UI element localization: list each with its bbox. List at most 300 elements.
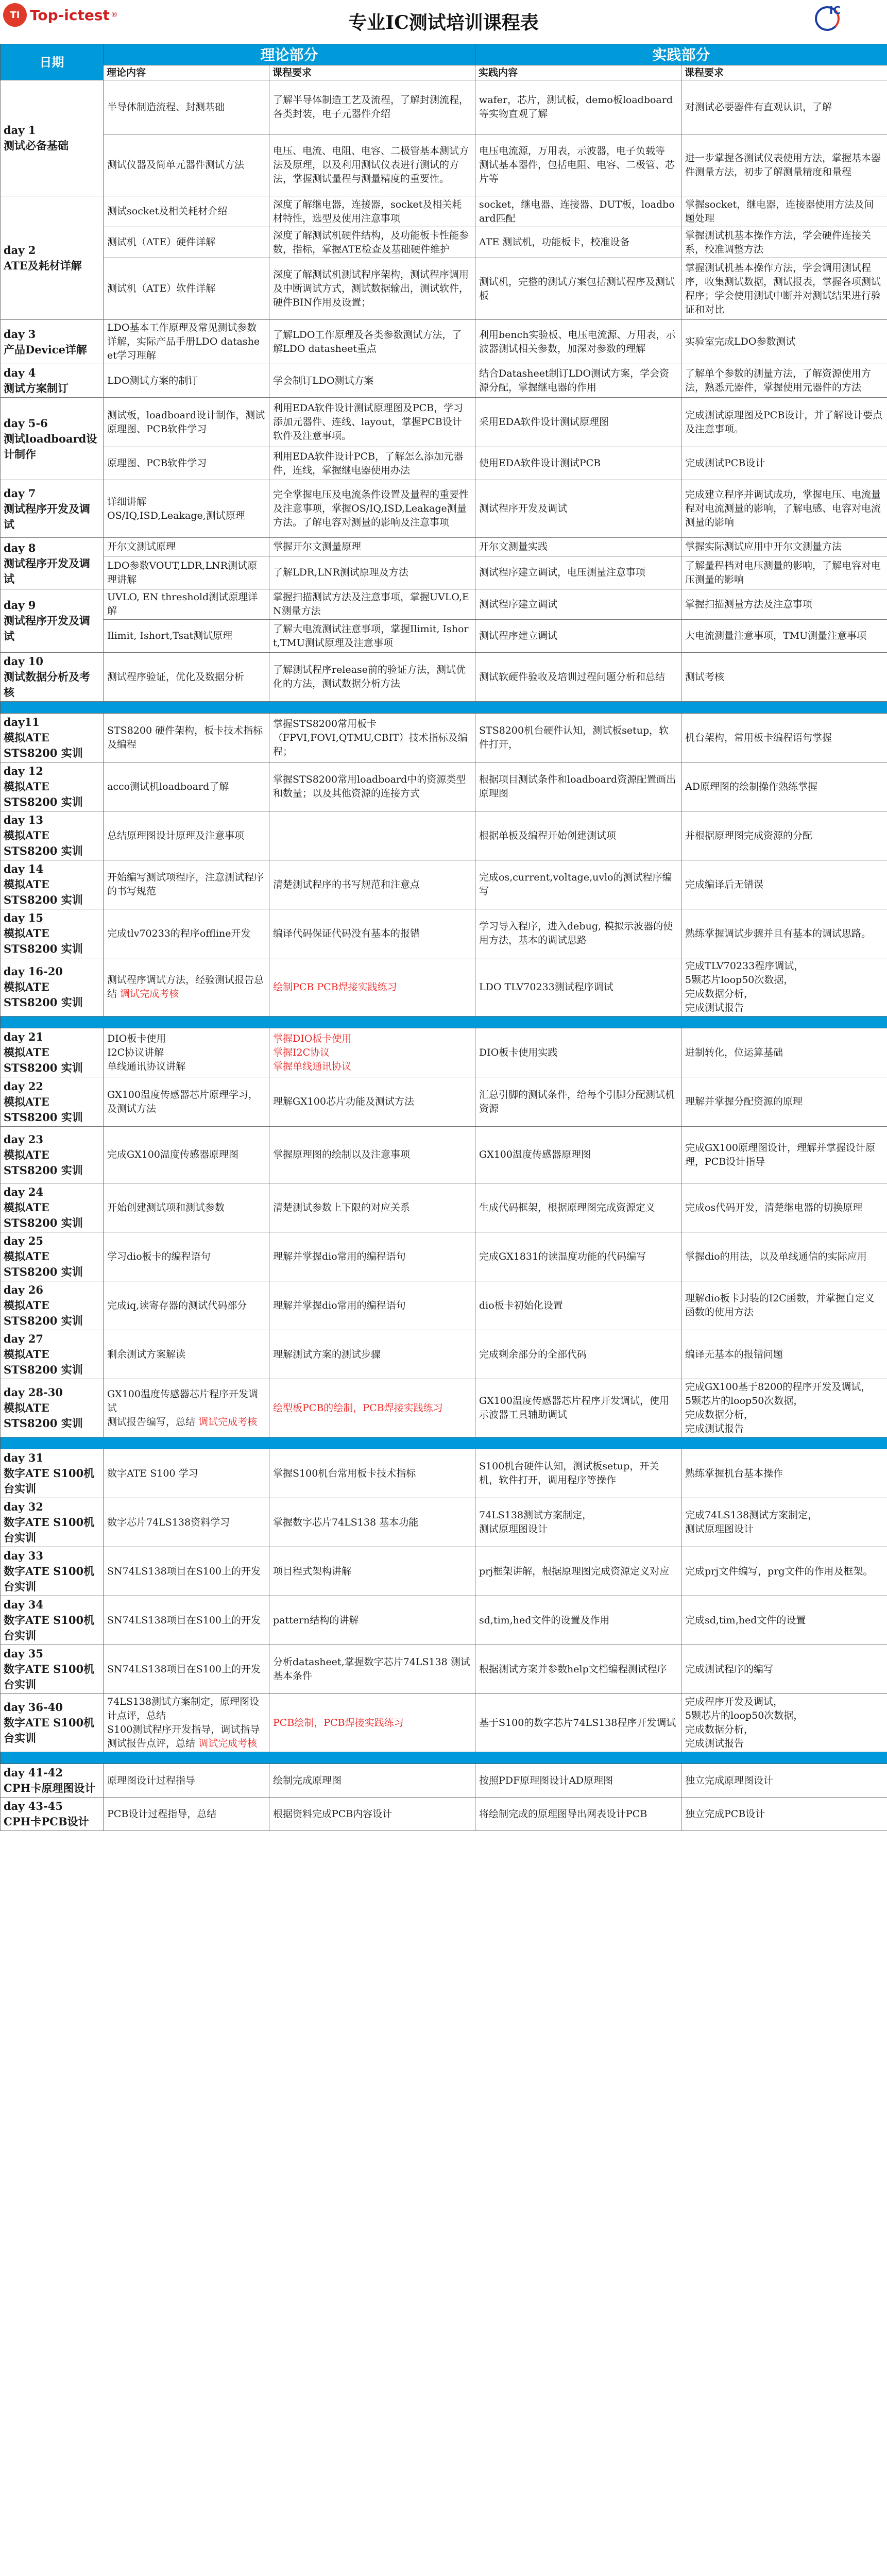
- practice-req-cell-text: 理解dio板卡封装的I2C函数，并掌握自定义函数的使用方法: [685, 1293, 875, 1318]
- day-cell: [1, 1764, 104, 1798]
- day-cell-text: day 10 测试数据分析及考核: [4, 655, 90, 699]
- day-cell: [1, 1077, 104, 1127]
- table-row: [1, 860, 887, 909]
- theory-content-cell: [104, 1281, 269, 1330]
- practice-content-cell-text: ATE 测试机，功能板卡，校准设备: [479, 236, 630, 248]
- theory-header: 理论部分: [104, 44, 475, 65]
- theory-content-cell-text: STS8200 硬件架构，板卡技术指标及编程: [107, 725, 263, 750]
- theory-req-cell: [269, 1183, 475, 1232]
- practice-content-cell: [475, 1330, 681, 1379]
- practice-content-cell-text: 74LS138测试方案制定， 测试原理图设计: [479, 1510, 592, 1535]
- theory-req-cell-text: 利用EDA软件设计PCB，了解怎么添加元器件，连线，掌握继电器使用办法: [273, 450, 464, 476]
- practice-req-cell-text: 完成os代码开发，清楚继电器的切换原理: [685, 1201, 863, 1213]
- right-logo: [811, 2, 883, 39]
- practice-req-cell-text: 对测试必要器件有直观认识，了解: [685, 101, 832, 113]
- theory-content-cell-text: 完成iq,读寄存器的测试代码部分: [107, 1299, 247, 1311]
- practice-req-cell: [681, 909, 887, 958]
- course-schedule-table: [0, 44, 887, 1831]
- practice-req-cell-text: 完成74LS138测试方案制定， 测试原理图设计: [685, 1510, 818, 1535]
- practice-content-cell-text: 电压电流源，万用表，示波器，电子负载等 测试基本器件，包括电阻、电容、二极管、芯片等: [479, 145, 675, 184]
- day-cell-text: day 21 模拟ATE STS8200 实训: [4, 1030, 83, 1074]
- practice-content-cell-text: 结合Datasheet制订LDO测试方案，学会资源分配，掌握继电器的作用: [479, 368, 670, 393]
- theory-content-cell: [104, 134, 269, 196]
- day-cell-text: day 7 测试程序开发及调试: [4, 486, 90, 531]
- practice-req-cell: [681, 1764, 887, 1798]
- practice-content-cell-text: GX100温度传感器芯片程序开发调试，使用示波器工具辅助调试: [479, 1395, 669, 1420]
- theory-content-cell-text: 总结原理图设计原理及注意事项: [107, 829, 245, 841]
- practice-content-cell: [475, 134, 681, 196]
- theory-req-cell: [269, 714, 475, 762]
- practice-content-cell: [475, 1379, 681, 1437]
- day-cell-text: day 4 测试方案制订: [4, 366, 69, 395]
- theory-content-cell: [104, 762, 269, 811]
- theory-req-cell-text: 绘制完成原理图: [273, 1774, 342, 1786]
- theory-content-cell-text: LDO测试方案的制订: [107, 375, 198, 386]
- practice-req-cell: [681, 958, 887, 1016]
- practice-content-cell: [475, 1596, 681, 1645]
- theory-content-cell: [104, 1694, 269, 1752]
- theory-content-cell: [104, 1764, 269, 1798]
- theory-req-cell-text: pattern结构的讲解: [273, 1614, 359, 1626]
- day-cell: [1, 811, 104, 860]
- theory-req-cell: [269, 620, 475, 653]
- theory-content-cell: [104, 958, 269, 1016]
- page-header: [0, 0, 887, 44]
- table-row: [1, 320, 887, 364]
- table-row: [1, 1547, 887, 1596]
- theory-req-cell: [269, 1645, 475, 1694]
- red-highlight-text: PCB绘制，PCB焊接实践练习: [273, 1717, 404, 1728]
- theory-req-cell-text: 了解大电流测试注意事项，掌握Ilimit, Ishort,TMU测试原理及注意事项: [273, 623, 469, 649]
- practice-req-cell-text: 完成程序开发及调试， 5颗芯片的loop50次数据， 完成数据分析， 完成测试报告: [685, 1696, 804, 1749]
- practice-content-cell-text: 根据项目测试条件和loadboard资源配置画出原理图: [479, 774, 676, 799]
- practice-req-cell-text: 掌握测试机基本操作方法，学会硬件连接关系，校准调整方法: [685, 229, 872, 255]
- day-cell: [1, 538, 104, 589]
- practice-req-cell-text: 编译无基本的报错问题: [685, 1348, 783, 1360]
- theory-req-cell: [269, 860, 475, 909]
- day-cell: [1, 589, 104, 653]
- table-row: [1, 364, 887, 398]
- theory-content-cell-text: 测试机（ATE）软件详解: [107, 283, 216, 294]
- theory-content-cell: [104, 320, 269, 364]
- practice-content-cell: [475, 1498, 681, 1547]
- practice-req-cell-text: 测试考核: [685, 671, 725, 683]
- day-cell: [1, 1028, 104, 1077]
- practice-content-cell-text: 按照PDF原理图设计AD原理图: [479, 1774, 613, 1786]
- theory-req-cell: [269, 80, 475, 134]
- practice-req-cell: [681, 80, 887, 134]
- practice-header: 实践部分: [475, 44, 887, 65]
- practice-req-cell-text: 完成TLV70233程序调试， 5颗芯片loop50次数据， 完成数据分析， 完成测试报告: [685, 960, 804, 1013]
- theory-content-cell-text: GX100温度传感器芯片程序开发调试 测试报告编写，总结: [107, 1388, 258, 1428]
- practice-content-cell: [475, 589, 681, 620]
- practice-req-cell: [681, 1028, 887, 1077]
- practice-req-cell: [681, 538, 887, 556]
- day-cell-text: day 27 模拟ATE STS8200 实训: [4, 1332, 83, 1376]
- theory-content-cell-text: 74LS138测试方案制定，原理图设计点评，总结 S100测试程序开发指导，调试指导 测试报告点评，总结: [107, 1696, 260, 1749]
- practice-req-cell: [681, 258, 887, 320]
- theory-content-cell: [104, 364, 269, 398]
- practice-req-cell-text: 了解量程档对电压测量的影响，了解电容对电压测量的影响: [685, 560, 881, 585]
- theory-req-cell: [269, 1547, 475, 1596]
- table-row: [1, 1183, 887, 1232]
- practice-content-cell: [475, 1547, 681, 1596]
- theory-req-cell: [269, 958, 475, 1016]
- table-row: [1, 538, 887, 556]
- table-row: [1, 1379, 887, 1437]
- practice-req-cell: [681, 364, 887, 398]
- practice-content-cell: [475, 1281, 681, 1330]
- theory-req-cell-text: 清楚测试程序的书写规范和注意点: [273, 878, 420, 890]
- practice-content-cell: [475, 447, 681, 480]
- practice-req-cell-text: 完成编译后无错误: [685, 878, 764, 890]
- theory-req-cell-text: 深度了解继电器，连接器，socket及相关耗材特性，选型及使用注意事项: [273, 198, 462, 224]
- theory-req-cell-text: 掌握STS8200常用板卡 （FPVI,FOVI,QTMU,CBIT）技术指标及编程；: [273, 718, 468, 757]
- practice-content-cell-text: 测试程序建立调试，电压测量注意事项: [479, 567, 646, 578]
- practice-content-cell-text: 完成GX1831的读温度功能的代码编写: [479, 1250, 646, 1262]
- practice-req-cell: [681, 589, 887, 620]
- table-row: [1, 1645, 887, 1694]
- practice-req-cell: [681, 1798, 887, 1831]
- theory-req-cell-text: 深度了解测试机测试程序架构，测试程序调用及中断调试方式，测试数据输出，测试软件，硬件BIN作用及设置；: [273, 269, 469, 308]
- practice-content-cell: [475, 860, 681, 909]
- practice-content-cell: [475, 320, 681, 364]
- theory-content-cell: [104, 80, 269, 134]
- practice-content-cell: [475, 556, 681, 589]
- theory-req-cell: [269, 1330, 475, 1379]
- table-row: [1, 1330, 887, 1379]
- practice-req-cell-text: 完成GX100原理图设计，理解并掌握设计原理，PCB设计指导: [685, 1142, 875, 1167]
- practice-content-cell: [475, 1077, 681, 1127]
- practice-content-cell-text: 测试机，完整的测试方案包括测试程序及测试板: [479, 276, 675, 301]
- practice-content-cell: [475, 80, 681, 134]
- theory-req-cell-text: 深度了解测试机硬件结构，及功能板卡性能参数，指标，掌握ATE检查及基础硬件维护: [273, 229, 469, 255]
- practice-req-cell-text: 独立完成PCB设计: [685, 1808, 765, 1820]
- practice-content-cell: [475, 227, 681, 258]
- practice-content-cell: [475, 1764, 681, 1798]
- practice-content-cell-text: 测试程序建立调试: [479, 598, 558, 610]
- theory-req-cell-text: 理解并掌握dio常用的编程语句: [273, 1299, 406, 1311]
- day-cell: [1, 1127, 104, 1183]
- day-cell: [1, 1694, 104, 1752]
- day-cell-text: day 41-42 CPH卡原理图设计: [4, 1766, 96, 1794]
- practice-req-cell: [681, 227, 887, 258]
- red-highlight-text: 掌握DIO板卡使用 掌握I2C协议 掌握单线通讯协议: [273, 1032, 352, 1072]
- table-row: [1, 909, 887, 958]
- practice-req-cell-text: 理解并掌握分配资源的原理: [685, 1096, 803, 1107]
- practice-content-cell: [475, 258, 681, 320]
- theory-req-cell-text: 电压、电流、电阻、电容、二极管基本测试方法及原理，以及利用测试仪表进行测试的方法，掌握测试量程与测量精度的重要性。: [273, 145, 469, 184]
- theory-content-cell: [104, 811, 269, 860]
- theory-req-cell-text: 清楚测试参数上下限的对应关系: [273, 1201, 411, 1213]
- practice-content-cell: [475, 1798, 681, 1831]
- theory-req-cell-text: 理解并掌握dio常用的编程语句: [273, 1250, 406, 1262]
- table-row: [1, 620, 887, 653]
- theory-content-cell: [104, 447, 269, 480]
- practice-req-cell: [681, 714, 887, 762]
- theory-content-cell-text: Ilimit, Ishort,Tsat测试原理: [107, 630, 233, 641]
- day-cell: [1, 1379, 104, 1437]
- practice-req-cell-text: 完成prj文件编写，prg文件的作用及框架。: [685, 1565, 873, 1577]
- practice-content-cell: [475, 714, 681, 762]
- practice-content-cell: [475, 811, 681, 860]
- theory-content-cell-text: acco测试机loadboard了解: [107, 781, 229, 792]
- practice-req-cell-text: 完成测试PCB设计: [685, 457, 765, 469]
- practice-content-cell-text: 根据单板及编程开始创建测试项: [479, 829, 617, 841]
- theory-content-cell-text: 开尔文测试原理: [107, 541, 176, 552]
- theory-req-cell-text: 掌握扫描测试方法及注意事项，掌握UVLO,EN测量方法: [273, 591, 469, 617]
- practice-content-cell: [475, 1694, 681, 1752]
- practice-req-cell-text: 完成sd,tim,hed文件的设置: [685, 1614, 806, 1626]
- theory-req-cell: [269, 1077, 475, 1127]
- theory-req-cell: [269, 556, 475, 589]
- practice-req-cell: [681, 1330, 887, 1379]
- table-row: [1, 714, 887, 762]
- practice-content-cell-text: 使用EDA软件设计测试PCB: [479, 457, 601, 469]
- theory-req-cell: [269, 1379, 475, 1437]
- theory-req-cell: [269, 196, 475, 227]
- day-cell-text: day 24 模拟ATE STS8200 实训: [4, 1185, 83, 1229]
- theory-content-cell: [104, 258, 269, 320]
- table-row: [1, 1281, 887, 1330]
- theory-req-cell: [269, 227, 475, 258]
- table-row: [1, 1498, 887, 1547]
- practice-req-cell: [681, 1077, 887, 1127]
- practice-content-cell-text: 测试程序建立调试: [479, 630, 558, 641]
- day-cell: [1, 320, 104, 364]
- theory-req-cell: [269, 811, 475, 860]
- practice-content-cell-text: GX100温度传感器原理图: [479, 1149, 591, 1160]
- table-row: [1, 1127, 887, 1183]
- table-row: [1, 80, 887, 134]
- day-cell: [1, 714, 104, 762]
- practice-content-cell-text: LDO TLV70233测试程序调试: [479, 981, 613, 993]
- practice-req-cell-text: 掌握socket，继电器，连接器使用方法及间题处理: [685, 198, 874, 224]
- section-separator: [1, 1437, 887, 1449]
- section-separator: [1, 702, 887, 714]
- practice-content-cell: [475, 958, 681, 1016]
- theory-content-cell-text: 测试机（ATE）硬件详解: [107, 236, 216, 248]
- theory-req-cell: [269, 480, 475, 538]
- day-cell-text: day 26 模拟ATE STS8200 实训: [4, 1283, 83, 1327]
- schedule-body: [1, 80, 887, 1831]
- practice-req-cell: [681, 134, 887, 196]
- theory-req-cell: [269, 1232, 475, 1281]
- theory-content-cell-text: 测试程序验证，优化及数据分析: [107, 671, 245, 683]
- practice-req-cell: [681, 620, 887, 653]
- theory-content-cell-text: PCB设计过程指导，总结: [107, 1808, 217, 1820]
- practice-content-cell-text: 测试软硬件验收及培训过程问题分析和总结: [479, 671, 666, 683]
- theory-content-cell-text: 测试程序调试方法，经验测试报告总结: [107, 974, 264, 999]
- table-row: [1, 227, 887, 258]
- table-row: [1, 1596, 887, 1645]
- practice-req-cell-text: 完成建立程序并调试成功，掌握电压、电流量程对电流测量的影响，了解电感、电容对电流测量的影响: [685, 489, 881, 528]
- day-cell: [1, 860, 104, 909]
- day-cell: [1, 909, 104, 958]
- theory-content-cell-text: 测试socket及相关耗材介绍: [107, 206, 228, 217]
- day-cell-text: day 33 数字ATE S100机台实训: [4, 1549, 95, 1593]
- practice-content-cell-text: 完成os,current,voltage,uvlo的测试程序编写: [479, 872, 672, 897]
- theory-req-cell: [269, 589, 475, 620]
- practice-req-cell-text: 机台架构，常用板卡编程语句掌握: [685, 732, 832, 743]
- day-cell-text: day 28-30 模拟ATE STS8200 实训: [4, 1386, 83, 1430]
- day-cell-text: day 2 ATE及耗材详解: [4, 243, 82, 272]
- theory-content-cell: [104, 1449, 269, 1498]
- theory-req-cell-text: 理解测试方案的测试步骤: [273, 1348, 381, 1360]
- practice-req-cell: [681, 320, 887, 364]
- day-cell-text: day 3 产品Device详解: [4, 327, 87, 356]
- separator-bar: [1, 1437, 887, 1449]
- day-cell-text: day 25 模拟ATE STS8200 实训: [4, 1234, 83, 1278]
- practice-content-cell: [475, 1232, 681, 1281]
- day-cell-text: day 34 数字ATE S100机台实训: [4, 1598, 95, 1642]
- red-highlight-text: 调试完成考核: [120, 988, 179, 999]
- practice-req-cell: [681, 811, 887, 860]
- theory-content-cell-text: 开始创建测试项和测试参数: [107, 1201, 225, 1213]
- practice-req-cell-text: AD原理图的绘制操作熟练掌握: [685, 781, 817, 792]
- practice-req-cell-text: 掌握测试机基本操作方法，学会调用测试程序，收集测试数据，测试报表，掌握各项测试程序；学会使用测试中断并对测试结果进行验证和对比: [685, 262, 881, 315]
- practice-content-cell-text: DIO板卡使用实践: [479, 1046, 558, 1058]
- logo-mark: TI: [3, 3, 27, 27]
- theory-content-cell-text: 开始编写测试项程序，注意测试程序的书写规范: [107, 872, 264, 897]
- theory-content-cell: [104, 1547, 269, 1596]
- theory-req-cell-text: 掌握S100机台常用板卡技术指标: [273, 1467, 416, 1479]
- theory-content-cell: [104, 1330, 269, 1379]
- theory-content-cell: [104, 538, 269, 556]
- theory-req-cell: [269, 1798, 475, 1831]
- practice-req-cell: [681, 1127, 887, 1183]
- practice-req-cell-text: 掌握实际测试应用中开尔文测量方法: [685, 541, 842, 552]
- theory-req-cell-text: 了解LDO工作原理及各类参数测试方法，了解LDO datasheet重点: [273, 329, 462, 354]
- practice-content-cell-text: 开尔文测量实践: [479, 541, 548, 552]
- theory-req-cell: [269, 1596, 475, 1645]
- theory-content-cell-text: 原理图设计过程指导: [107, 1774, 196, 1786]
- day-cell-text: day 8 测试程序开发及调试: [4, 541, 90, 585]
- theory-content-cell: [104, 1028, 269, 1077]
- theory-req-cell: [269, 364, 475, 398]
- theory-content-cell: [104, 714, 269, 762]
- day-cell: [1, 1498, 104, 1547]
- practice-req-cell: [681, 1498, 887, 1547]
- right-logo-text: IC: [829, 4, 841, 16]
- theory-content-cell-text: 完成tlv70233的程序offline开发: [107, 927, 251, 939]
- theory-content-cell-text: 原理图、PCB软件学习: [107, 457, 207, 469]
- practice-req-cell: [681, 762, 887, 811]
- practice-content-cell: [475, 538, 681, 556]
- practice-content-cell: [475, 620, 681, 653]
- theory-content-cell: [104, 589, 269, 620]
- section-separator: [1, 1016, 887, 1028]
- theory-content-cell: [104, 1077, 269, 1127]
- day-cell: [1, 80, 104, 196]
- practice-req-cell-text: 进制转化，位运算基础: [685, 1046, 783, 1058]
- practice-content-cell: [475, 1449, 681, 1498]
- theory-content-cell: [104, 1127, 269, 1183]
- practice-content-cell: [475, 364, 681, 398]
- practice-req-cell: [681, 860, 887, 909]
- practice-content-cell-text: 学习导入程序，进入debug, 模拟示波器的使用方法，基本的调试思路: [479, 921, 673, 946]
- table-row: [1, 398, 887, 447]
- day-cell: [1, 364, 104, 398]
- theory-content-cell-text: GX100温度传感器芯片原理学习，及测试方法: [107, 1089, 258, 1114]
- table-row: [1, 1798, 887, 1831]
- day-cell-text: day 13 模拟ATE STS8200 实训: [4, 814, 83, 857]
- theory-req-cell-text: 学会制订LDO测试方案: [273, 375, 374, 386]
- theory-content-cell: [104, 556, 269, 589]
- theory-content-cell: [104, 653, 269, 702]
- practice-content-cell: [475, 909, 681, 958]
- day-cell-text: day 15 模拟ATE STS8200 实训: [4, 911, 83, 955]
- theory-content-cell: [104, 1379, 269, 1437]
- separator-bar: [1, 702, 887, 714]
- theory-req-cell-text: 根据资料完成PCB内容设计: [273, 1808, 393, 1820]
- day-cell-text: day 22 模拟ATE STS8200 实训: [4, 1079, 83, 1124]
- table-row: [1, 196, 887, 227]
- day-cell-text: day 12 模拟ATE STS8200 实训: [4, 765, 83, 808]
- practice-req-cell-text: 完成测试原理图及PCB设计，并了解设计要点及注意事项。: [685, 409, 883, 435]
- practice-req-cell: [681, 1449, 887, 1498]
- practice-content-cell-text: 根据测试方案并参数help文档编程测试程序: [479, 1663, 667, 1675]
- day-cell-text: day 1 测试必备基础: [4, 124, 69, 152]
- day-cell: [1, 1798, 104, 1831]
- theory-req-header: 课程要求: [269, 65, 475, 80]
- theory-content-cell: [104, 1596, 269, 1645]
- practice-content-cell: [475, 398, 681, 447]
- practice-req-cell: [681, 1379, 887, 1437]
- day-cell-text: day 35 数字ATE S100机台实训: [4, 1647, 95, 1691]
- theory-content-cell-text: SN74LS138项目在S100上的开发: [107, 1614, 261, 1626]
- practice-req-cell: [681, 398, 887, 447]
- theory-content-cell: [104, 1498, 269, 1547]
- red-highlight-text: 调试完成考核: [198, 1416, 258, 1428]
- day-cell: [1, 398, 104, 480]
- practice-content-cell-text: 测试程序开发及调试: [479, 503, 568, 514]
- practice-content-cell-text: 基于S100的数字芯片74LS138程序开发调试: [479, 1717, 676, 1728]
- practice-content-cell: [475, 762, 681, 811]
- table-row: [1, 762, 887, 811]
- day-cell: [1, 1281, 104, 1330]
- practice-req-cell: [681, 1183, 887, 1232]
- table-row: [1, 811, 887, 860]
- theory-content-cell: [104, 1183, 269, 1232]
- theory-req-cell-text: 了解测试程序release前的验证方法，测试优化的方法，测试数据分析方法: [273, 664, 466, 689]
- day-cell: [1, 1547, 104, 1596]
- practice-req-cell-text: 了解单个参数的测量方法，了解资源使用方法，熟悉元器件，掌握使用元器件的方法: [685, 368, 872, 393]
- day-cell: [1, 762, 104, 811]
- theory-content-cell: [104, 227, 269, 258]
- practice-req-cell-text: 完成GX100基于8200的程序开发及调试， 5颗芯片的loop50次数据， 完成数据分析， 完成测试报告: [685, 1381, 871, 1434]
- practice-req-cell-text: 熟练掌握调试步骤并且有基本的调试思路。: [685, 927, 872, 939]
- day-cell: [1, 1232, 104, 1281]
- practice-req-cell: [681, 556, 887, 589]
- theory-content-cell-text: SN74LS138项目在S100上的开发: [107, 1565, 261, 1577]
- theory-req-cell: [269, 447, 475, 480]
- theory-content-cell-text: 半导体制造流程、封测基础: [107, 101, 225, 113]
- theory-content-cell-text: SN74LS138项目在S100上的开发: [107, 1663, 261, 1675]
- registered-mark: ®: [110, 11, 118, 19]
- day-cell: [1, 196, 104, 320]
- day-cell-text: day 5-6 测试loadboard设计制作: [4, 416, 97, 461]
- theory-req-cell-text: 掌握原理图的绘制以及注意事项: [273, 1149, 411, 1160]
- page-title: 专业IC测试培训课程表: [348, 12, 539, 33]
- theory-content-cell: [104, 196, 269, 227]
- theory-req-cell-text: 理解GX100芯片功能及测试方法: [273, 1096, 414, 1107]
- theory-req-cell: [269, 909, 475, 958]
- day-cell: [1, 1330, 104, 1379]
- day-cell-text: day 32 数字ATE S100机台实训: [4, 1500, 95, 1544]
- practice-content-header: 实践内容: [475, 65, 681, 80]
- day-cell-text: day 14 模拟ATE STS8200 实训: [4, 862, 83, 906]
